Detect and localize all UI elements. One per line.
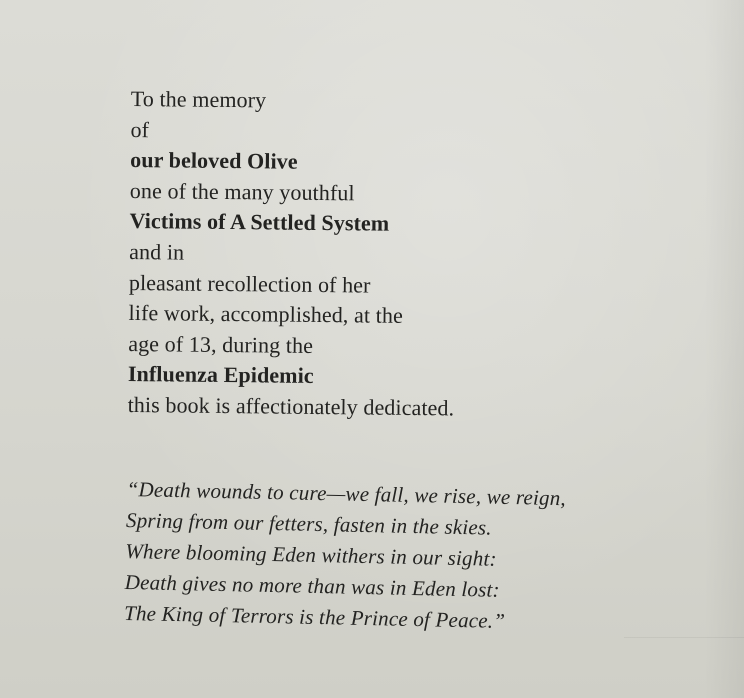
dedication-block — [127, 84, 457, 424]
verse-line-3: Where blooming Eden withers in our sight: — [125, 538, 497, 571]
dedication-line-9: age of 13, during the — [128, 330, 314, 358]
verse-line-1: “Death wounds to cure—we fall, we rise, we reign, — [126, 476, 567, 511]
dedication-line-11: this book is affectionately dedicated. — [127, 391, 455, 421]
dedication-line-6: and in — [129, 238, 185, 265]
dedication-line-4: one of the many youthful — [129, 177, 355, 206]
dedication-line-10: Influenza Epidemic — [127, 361, 314, 389]
verse-line-2: Spring from our fetters, fasten in the skies. — [125, 507, 493, 540]
dedication-line-7: pleasant recollection of her — [128, 269, 371, 298]
dedication-line-3: our beloved Olive — [130, 147, 298, 174]
dedication-line-5: Victims of A Settled System — [129, 208, 390, 237]
dedication-line-1: To the memory — [130, 85, 267, 113]
verse-block — [124, 474, 566, 638]
verse-line-5: The King of Terrors is the Prince of Peace.” — [123, 600, 506, 633]
page-crease — [624, 637, 744, 698]
verse-line-4: Death gives no more than was in Eden lost: — [124, 569, 501, 602]
page-edge-shadow — [704, 0, 744, 698]
dedication-line-8: life work, accomplished, at the — [128, 300, 404, 329]
dedication-line-2: of — [130, 116, 150, 142]
